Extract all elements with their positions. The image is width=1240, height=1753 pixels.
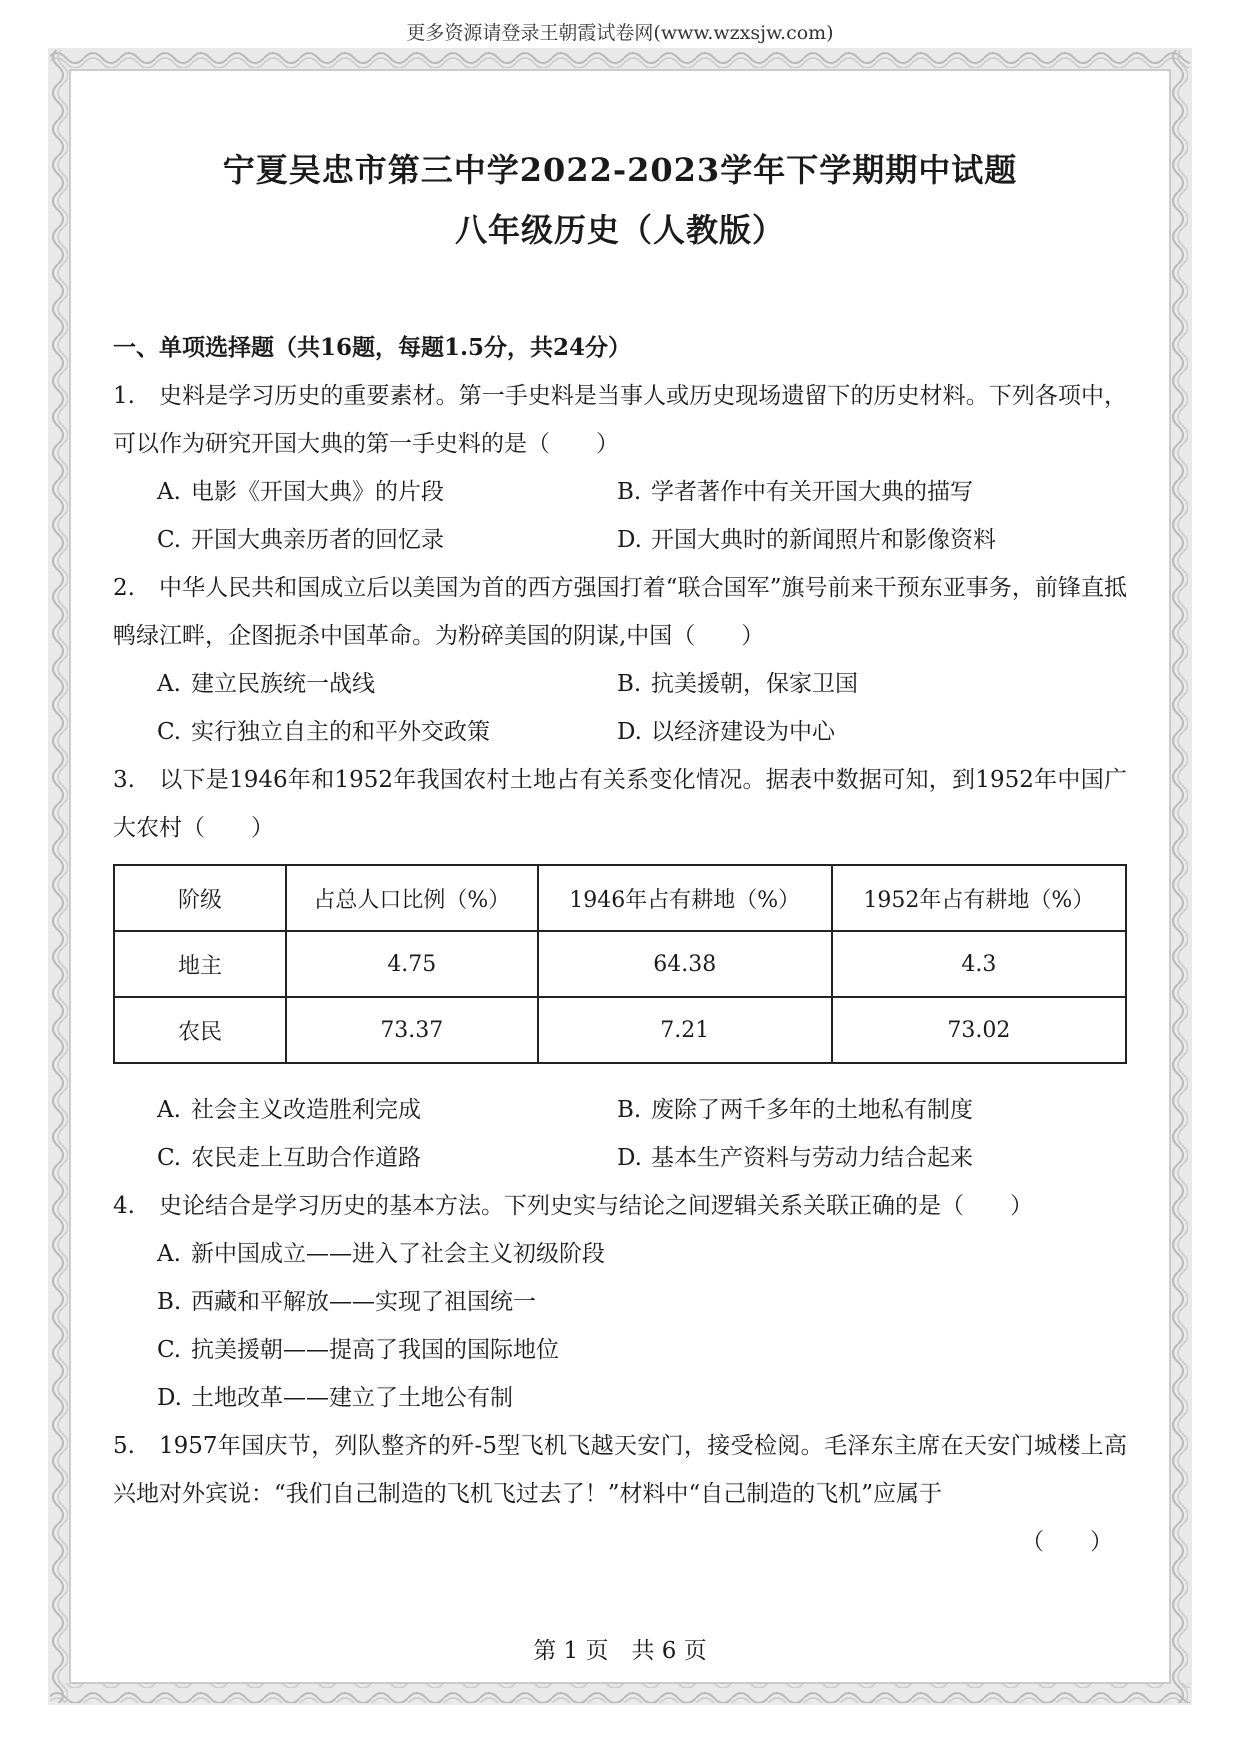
option-d: D. 以经济建设为中心: [617, 719, 835, 745]
option-d: D. 土地改革——建立了土地公有制: [157, 1385, 513, 1411]
option-c: C. 实行独立自主的和平外交政策: [157, 719, 490, 745]
table-cell: 农民: [114, 997, 286, 1063]
exam-title: 宁夏吴忠市第三中学2022-2023学年下学期期中试题: [222, 151, 1018, 189]
question-4: [113, 1182, 1127, 1230]
option-b: B. 学者著作中有关开国大典的描写: [617, 479, 973, 505]
land-ownership-table: [113, 864, 1127, 1064]
section-heading: 一、单项选择题（共16题，每题1.5分，共24分）: [113, 334, 632, 361]
table-header-row: [114, 865, 1126, 931]
option-b: B. 西藏和平解放——实现了祖国统一: [157, 1289, 536, 1315]
option-d: D. 基本生产资料与劳动力结合起来: [617, 1145, 973, 1171]
option-a: A. 建立民族统一战线: [157, 671, 375, 697]
option-a: A. 社会主义改造胜利完成: [157, 1097, 421, 1123]
question-number: 4.: [113, 1193, 135, 1219]
table-cell: 64.38: [538, 931, 832, 997]
table-cell: 73.02: [832, 997, 1126, 1063]
option-a: A. 电影《开国大典》的片段: [157, 479, 444, 505]
option-c: C. 开国大典亲历者的回忆录: [157, 527, 444, 553]
question-2-options: [113, 660, 1127, 756]
question-stem: 史料是学习历史的重要素材。第一手史料是当事人或历史现场遗留下的历史材料。下列各项中，可以作为研究开国大典的第一手史料的是（ ）: [113, 383, 1127, 457]
question-stem: 以下是1946年和1952年我国农村土地占有关系变化情况。据表中数据可知，到1952年中国广大农村（ ）: [113, 767, 1127, 841]
table-cell: 4.75: [286, 931, 538, 997]
question-stem: 1957年国庆节，列队整齐的歼-5型飞机飞越天安门，接受检阅。毛泽东主席在天安门城楼上高兴地对外宾说：“我们自己制造的飞机飞过去了！”材料中“自己制造的飞机”应属于: [113, 1433, 1127, 1507]
question-2: [113, 564, 1127, 660]
question-1: [113, 372, 1127, 468]
question-stem: 中华人民共和国成立后以美国为首的西方强国打着“联合国军”旗号前来干预东亚事务，前锋直抵鸭绿江畔，企图扼杀中国革命。为粉碎美国的阴谋,中国（ ）: [113, 575, 1127, 649]
exam-subtitle: 八年级历史（人教版）: [454, 211, 785, 249]
answer-parentheses: （ ）: [1021, 1529, 1113, 1555]
table-row: [114, 931, 1126, 997]
option-a: A. 新中国成立——进入了社会主义初级阶段: [157, 1241, 605, 1267]
exam-content: [113, 140, 1127, 1566]
question-stem: 史论结合是学习历史的基本方法。下列史实与结论之间逻辑关系关联正确的是（ ）: [159, 1193, 1033, 1219]
question-3-options: [113, 1086, 1127, 1182]
option-c: C. 农民走上互助合作道路: [157, 1145, 421, 1171]
question-5: [113, 1422, 1127, 1518]
question-3: [113, 756, 1127, 852]
table-cell: 4.3: [832, 931, 1126, 997]
table-header-cell: 1946年占有耕地（%）: [538, 865, 832, 931]
option-c: C. 抗美援朝——提高了我国的国际地位: [157, 1337, 559, 1363]
question-number: 1.: [113, 383, 135, 409]
question-number: 3.: [113, 767, 135, 793]
question-4-options: [113, 1230, 1127, 1422]
option-b: B. 抗美援朝，保家卫国: [617, 671, 858, 697]
question-number: 2.: [113, 575, 135, 601]
table-cell: 73.37: [286, 997, 538, 1063]
table-header-cell: 占总人口比例（%）: [286, 865, 538, 931]
question-1-options: [113, 468, 1127, 564]
header-note: 更多资源请登录王朝霞试卷网(www.wzxsjw.com): [406, 22, 834, 44]
option-d: D. 开国大典时的新闻照片和影像资料: [617, 527, 996, 553]
table-cell: 地主: [114, 931, 286, 997]
question-number: 5.: [113, 1433, 135, 1459]
table-header-cell: 1952年占有耕地（%）: [832, 865, 1126, 931]
table-row: [114, 997, 1126, 1063]
table-header-cell: 阶级: [114, 865, 286, 931]
table-cell: 7.21: [538, 997, 832, 1063]
option-b: B. 废除了两千多年的土地私有制度: [617, 1097, 973, 1123]
page-footer: 第 1 页 共 6 页: [533, 1638, 707, 1664]
